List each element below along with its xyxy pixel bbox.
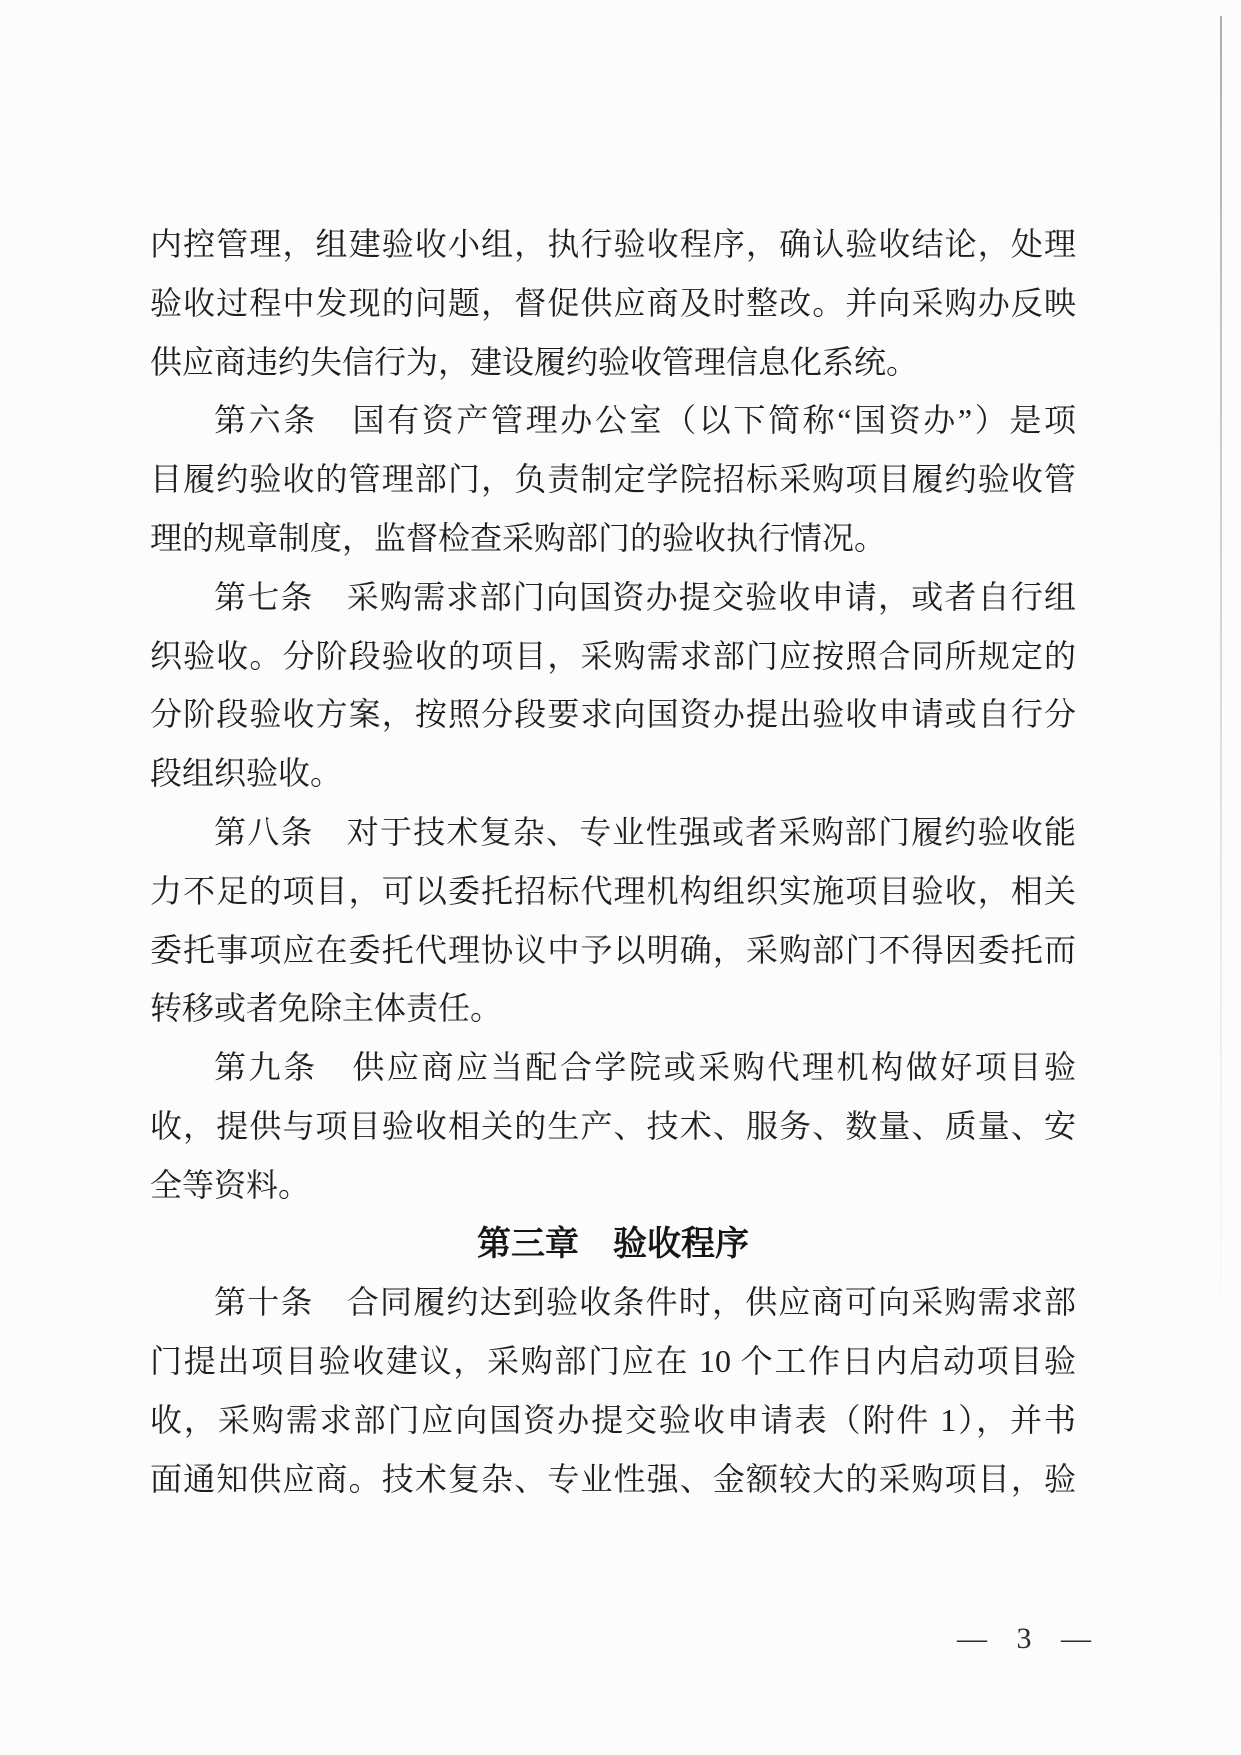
text-line: 第十条 合同履约达到验收条件时，供应商可向采购需求部: [214, 1284, 1076, 1321]
text-line: 供应商违约失信行为，建设履约验收管理信息化系统。: [150, 343, 919, 380]
text-line: 收，提供与项目验收相关的生产、技术、服务、数量、质量、安: [150, 1107, 1076, 1144]
text-line: 力不足的项目，可以委托招标代理机构组织实施项目验收，相关: [150, 872, 1076, 909]
text-line: 目履约验收的管理部门，负责制定学院招标采购项目履约验收管: [150, 461, 1076, 498]
text-line: 面通知供应商。技术复杂、专业性强、金额较大的采购项目，验: [150, 1460, 1076, 1497]
chapter-heading: 第三章 验收程序: [477, 1224, 749, 1263]
text-line: 委托事项应在委托代理协议中予以明确，采购部门不得因委托而: [150, 931, 1076, 968]
text-line: 转移或者免除主体责任。: [150, 990, 503, 1027]
scan-artifact-line: [1220, 16, 1222, 1356]
page-number: — 3 —: [957, 1622, 1091, 1655]
text-line: 分阶段验收方案，按照分段要求向国资办提出验收申请或自行分: [150, 696, 1076, 733]
text-line: 第七条 采购需求部门向国资办提交验收申请，或者自行组: [214, 578, 1076, 615]
text-line: 织验收。分阶段验收的项目，采购需求部门应按照合同所规定的: [150, 637, 1076, 674]
text-line: 验收过程中发现的问题，督促供应商及时整改。并向采购办反映: [150, 284, 1076, 321]
text-line: 第八条 对于技术复杂、专业性强或者采购部门履约验收能: [214, 813, 1076, 850]
text-line: 门提出项目验收建议，采购部门应在 10 个工作日内启动项目验: [150, 1343, 1076, 1380]
text-line: 第六条 国有资产管理办公室（以下简称“国资办”）是项: [214, 402, 1076, 439]
document-body: [150, 215, 1076, 1509]
text-line: 内控管理，组建验收小组，执行验收程序，确认验收结论，处理: [150, 226, 1076, 262]
text-line: 收，采购需求部门应向国资办提交验收申请表（附件 1），并书: [150, 1401, 1076, 1438]
text-line: 段组织验收。: [150, 755, 343, 792]
text-line: 全等资料。: [150, 1166, 311, 1203]
text-line: 第九条 供应商应当配合学院或采购代理机构做好项目验: [214, 1049, 1076, 1086]
text-line: 理的规章制度，监督检查采购部门的验收执行情况。: [150, 519, 887, 556]
